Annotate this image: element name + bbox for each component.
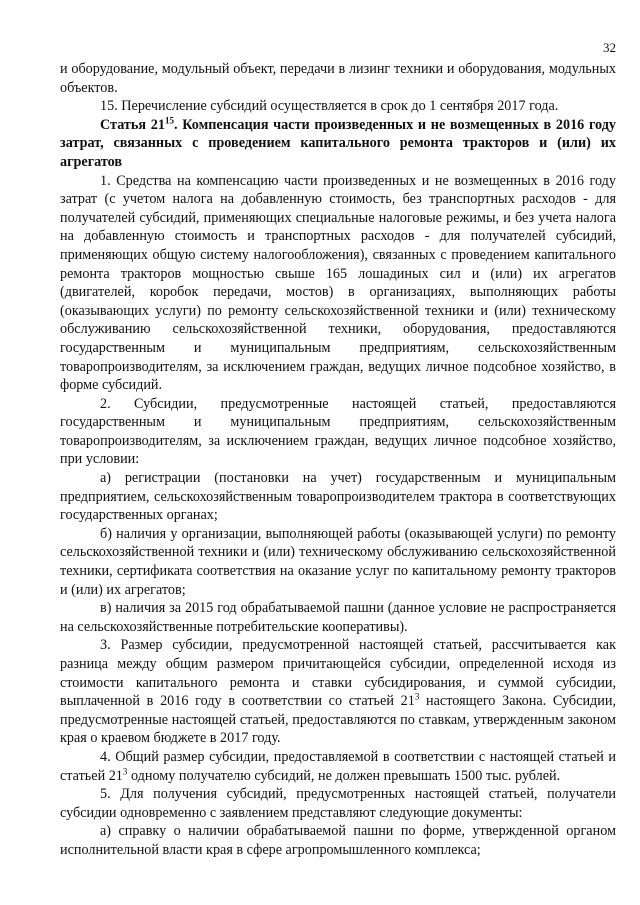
paragraph-2b: б) наличия у организации, выполняющей работы (оказывающей услуги) по ремонту сельскохозяйственной техники и (или) техническому обслуживанию сельскохозяйственной техники, сертификата соответствия на оказание услуг по капитальному ремонту тракторов и (или) их агрегатов; bbox=[60, 525, 616, 598]
paragraph-5a: а) справку о наличии обрабатываемой пашни по форме, утвержденной органом исполнительной власти края в сфере агропромышленного комплекса; bbox=[60, 823, 616, 858]
paragraph-3-text-a: 3. Размер субсидии, предусмотренной настоящей статьей, рассчитывается как разница между общим размером причитающейся субсидии, определенной исходя из стоимости капитального ремонта и ставки субсидирования, и суммой субсидии, выплаченной в 2016 году в соответствии со статьей 21 bbox=[60, 637, 616, 710]
paragraph-3 bbox=[60, 636, 616, 748]
article-heading-label: Статья 21 bbox=[100, 116, 165, 133]
document-body bbox=[60, 60, 616, 860]
paragraph-4-text-b: одному получателю субсидий, не должен превышать 1500 тыс. рублей. bbox=[127, 767, 561, 784]
paragraph-2a: а) регистрации (постановки на учет) государственным и муниципальным предприятием, сельскохозяйственным товаропроизводителем трактора в соответствующих государственных органах; bbox=[60, 470, 616, 524]
paragraph-15: 15. Перечисление субсидий осуществляется в срок до 1 сентября 2017 года. bbox=[100, 98, 559, 115]
page-number: 32 bbox=[603, 40, 616, 55]
article-heading bbox=[60, 116, 616, 172]
paragraph-continuation: и оборудование, модульный объект, передачи в лизинг техники и оборудования, модульных объектов. bbox=[60, 61, 616, 96]
paragraph-3-text-b: настоящего Закона. Субсидии, предусмотренные настоящей статьей, предоставляются по ставкам, утвержденным законом края о краевом бюджете в 2017 году. bbox=[60, 693, 616, 747]
paragraph-5: 5. Для получения субсидий, предусмотренных настоящей статьей, получатели субсидии одновременно с заявлением представляют следующие документы: bbox=[60, 786, 616, 821]
article-heading-title: . Компенсация части произведенных и не возмещенных в 2016 году затрат, связанных с проведением капитального ремонта тракторов и (или) их агрегатов bbox=[60, 116, 616, 170]
paragraph-2v: в) наличия за 2015 год обрабатываемой пашни (данное условие не распространяется на сельскохозяйственные потребительские кооперативы). bbox=[60, 600, 616, 635]
paragraph-2: 2. Субсидии, предусмотренные настоящей статьей, предоставляются государственным и муниципальным предприятиям, сельскохозяйственным товаропроизводителям, за исключением граждан, ведущих личное подсобное хозяйство, при условии: bbox=[60, 395, 616, 468]
paragraph-4-text-a: 4. Общий размер субсидии, предоставляемой в соответствии с настоящей статьей и статьей 21 bbox=[60, 748, 616, 784]
paragraph-4-superscript: 3 bbox=[122, 765, 128, 776]
paragraph-1: 1. Средства на компенсацию части произведенных и не возмещенных в 2016 году затрат (с учетом налога на добавленную стоимость, без транспортных расходов - для получателей субсидий, применяющих специальные налоговые режимы, и без учета налога на добавленную стоимость и транспортных расходов - для получателей субсидий, применяющих общую систему налогообложения), связанных с проведением капитального ремонта тракторов мощностью свыше 165 лошадиных сил и (или) их агрегатов (двигателей, коробок передачи, мостов) в организациях, выполняющих работы (оказывающих услуги) по ремонту сельскохозяйственной техники и (или) техническому обслуживанию сельскохозяйственной техники, оборудования, предоставляются государственным и муниципальным предприятиям, сельскохозяйственным товаропроизводителям, за исключением граждан, ведущих личное подсобное хозяйство, в форме субсидий. bbox=[60, 172, 616, 394]
article-heading-superscript: 15 bbox=[164, 115, 174, 126]
paragraph-3-superscript: 3 bbox=[414, 691, 420, 702]
paragraph-4 bbox=[60, 748, 616, 785]
